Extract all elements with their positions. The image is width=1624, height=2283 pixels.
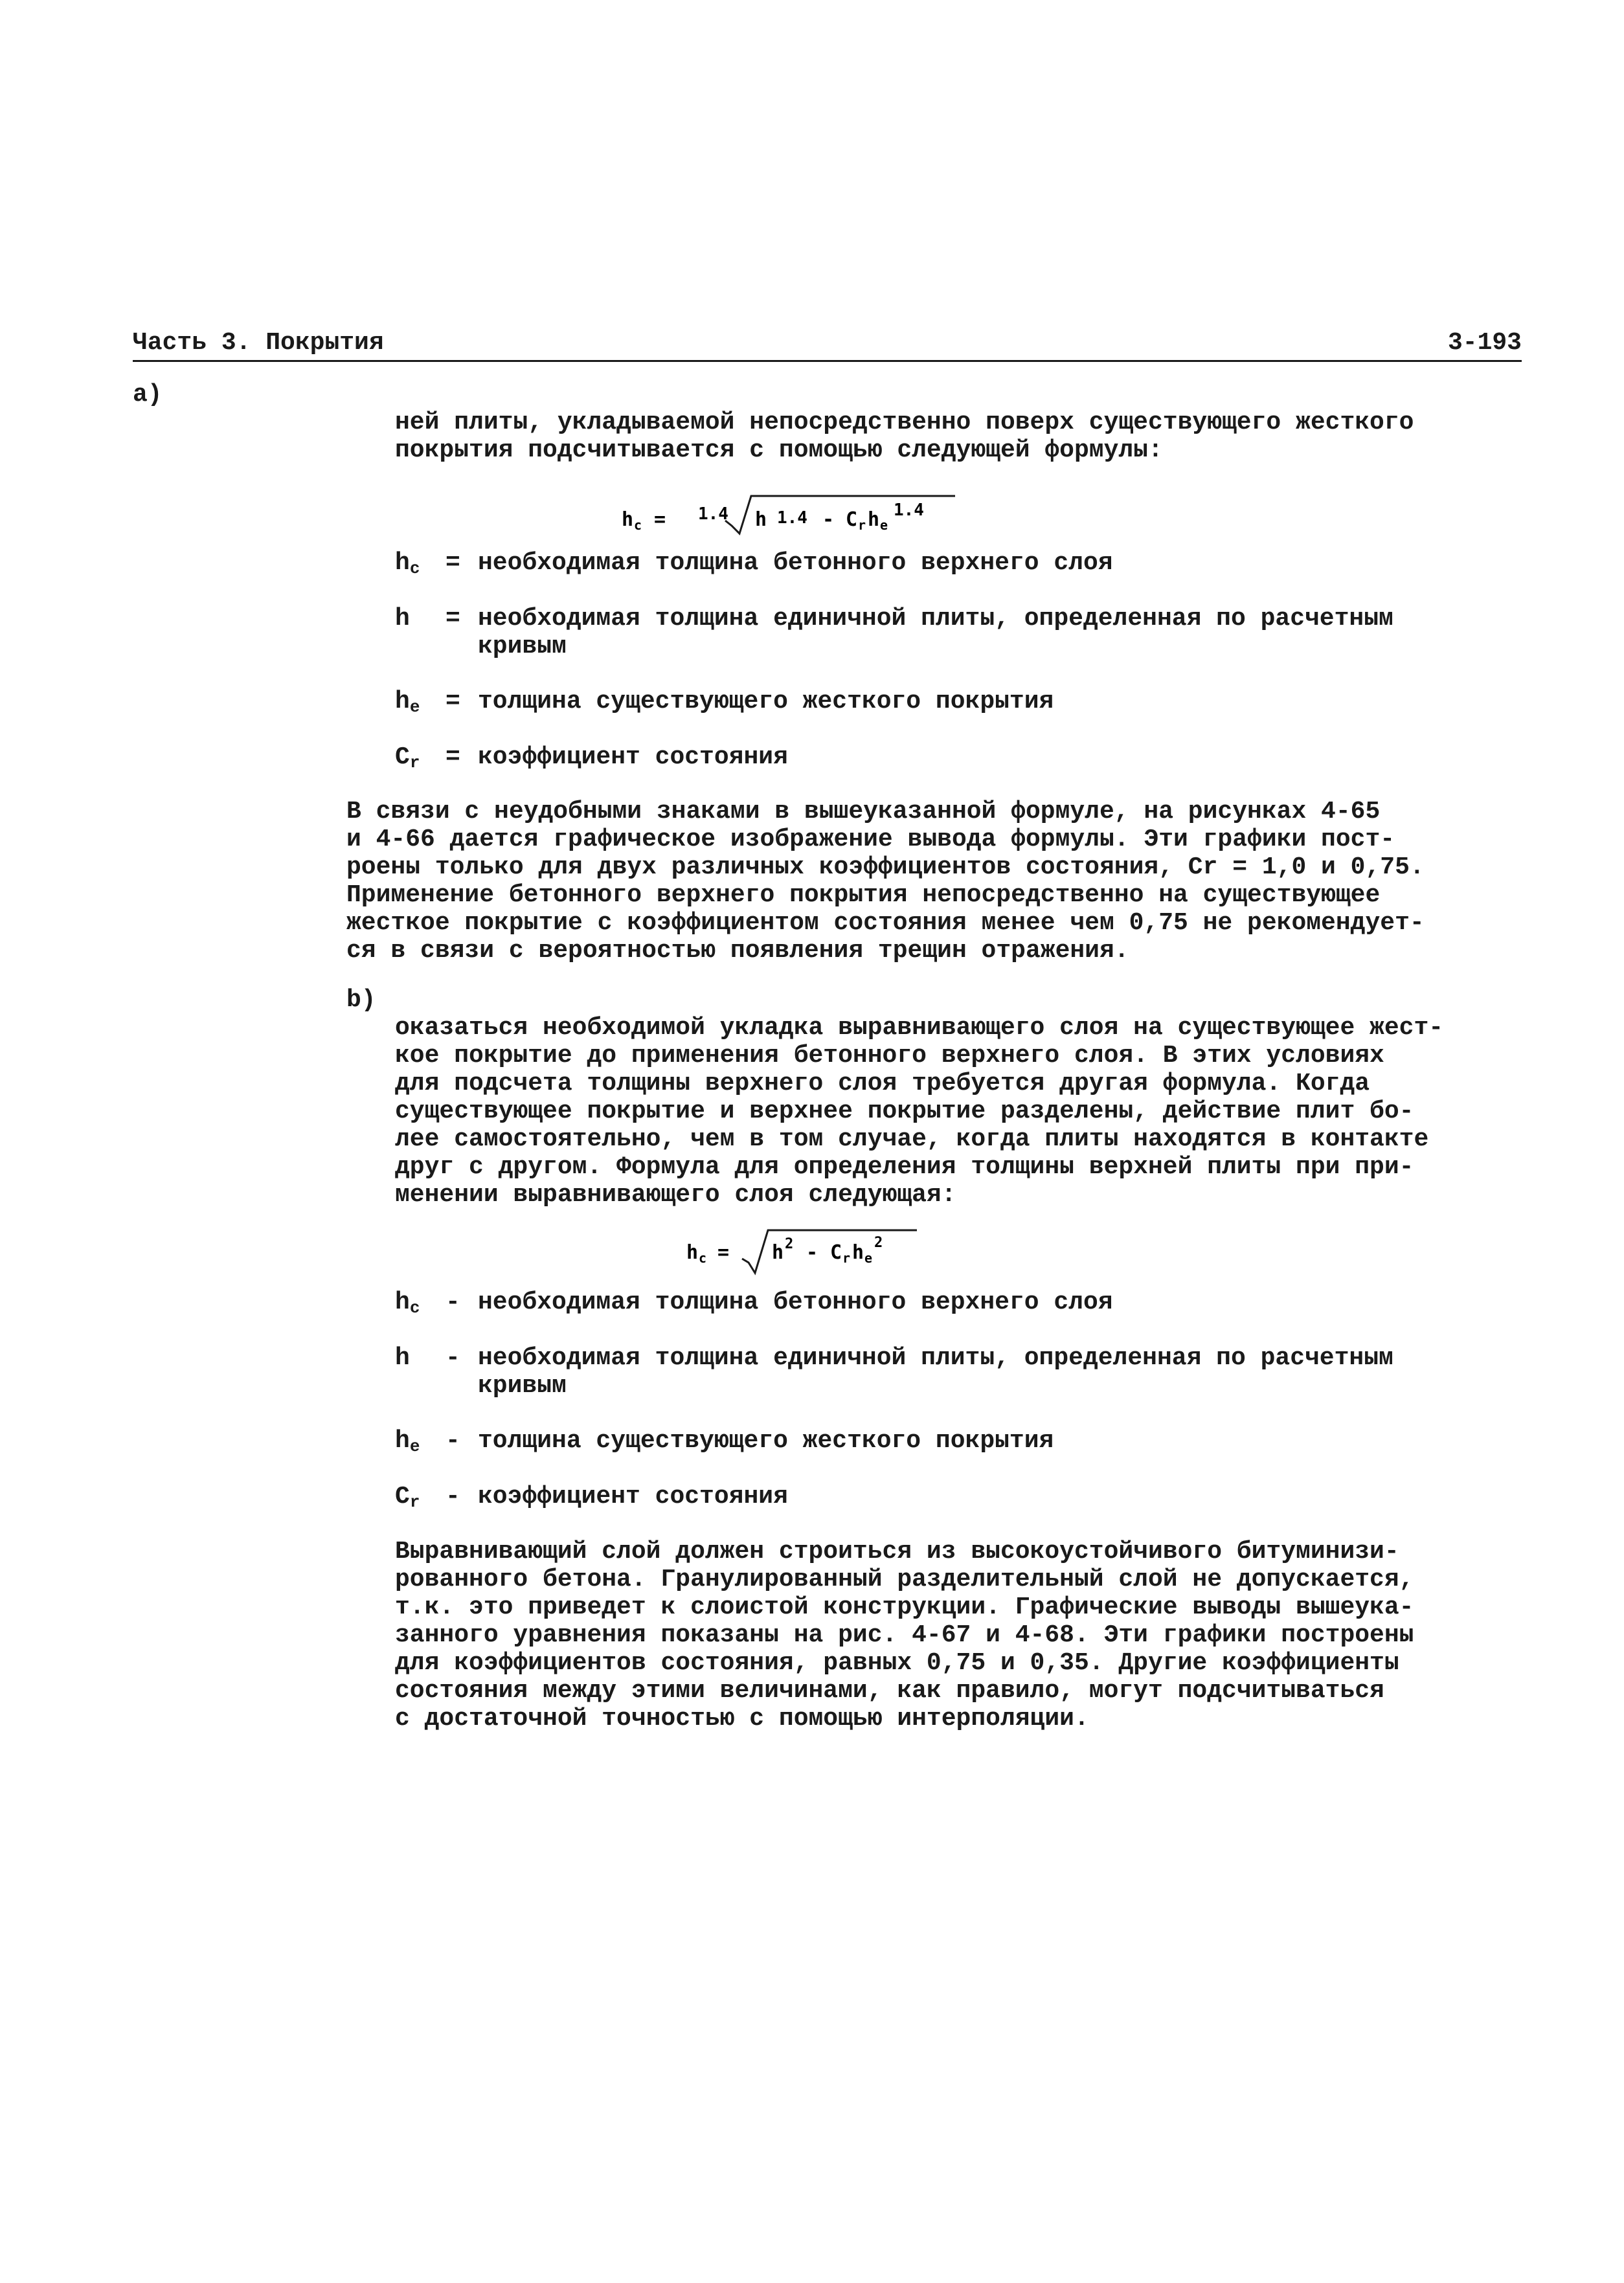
- formula-b-lhs: h: [686, 1241, 699, 1264]
- definition-separator: =: [445, 688, 460, 715]
- definition-symbol: h: [395, 1344, 410, 1372]
- definition-text: толщина существующего жесткого покрытия: [478, 1427, 1054, 1455]
- page-header: [133, 329, 1522, 362]
- formula-a-he: h: [868, 508, 880, 531]
- formula-a: [622, 492, 958, 537]
- definition-separator: -: [445, 1483, 460, 1511]
- section-b-line: лее самостоятельно, чем в том случае, когда плиты находятся в контакте: [395, 1125, 1429, 1153]
- paragraph-2-line: состояния между этими величинами, как правило, могут подсчитываться: [395, 1677, 1384, 1705]
- formula-a-radicand-h: h: [755, 508, 767, 531]
- paragraph-2-line: Выравнивающий слой должен строиться из высокоустойчивого битуминизи-: [395, 1538, 1399, 1566]
- paragraph-1-line: ся в связи с вероятностью появления трещин отражения.: [346, 937, 1129, 965]
- definition-symbol: $h_e$: [395, 688, 420, 717]
- formula-b-radical-sign: [742, 1230, 917, 1273]
- formula-b-eq: =: [717, 1241, 730, 1264]
- formula-a-c-sub: r: [858, 517, 866, 533]
- definition-separator: =: [445, 743, 460, 771]
- formula-a-exp-a: 1.4: [777, 508, 807, 528]
- definition-text: необходимая толщина бетонного верхнего слоя: [478, 549, 1113, 577]
- section-b-line-1: [395, 986, 1561, 1014]
- definition-symbol: $h_c$: [395, 549, 420, 578]
- definition-symbol: $C_r$: [395, 743, 420, 772]
- paragraph-1-line: Применение бетонного верхнего покрытия непосредственно на существующее: [346, 881, 1381, 909]
- definition-text: необходимая толщина бетонного верхнего слоя: [478, 1288, 1113, 1316]
- section-a-line-1: [395, 381, 1528, 409]
- section-b-line: менении выравнивающего слоя следующая:: [395, 1181, 956, 1209]
- section-b-line: оказаться необходимой укладка выравнивающего слоя на существующее жест-: [395, 1014, 1444, 1042]
- definition-symbol: $C_r$: [395, 1483, 420, 1512]
- section-b-line: для подсчета толщины верхнего слоя требуется другая формула. Когда: [395, 1070, 1370, 1097]
- definition-symbol: h: [395, 605, 410, 633]
- formula-a-he-sub: e: [880, 517, 888, 533]
- formula-b-c: C: [830, 1241, 842, 1264]
- paragraph-2-line: рованного бетона. Гранулированный разделительный слой не допускается,: [395, 1566, 1414, 1593]
- formula-a-exp-b: 1.4: [894, 500, 924, 520]
- definition-text: коэффициент состояния: [478, 1483, 788, 1511]
- formula-b-he: h: [852, 1241, 864, 1264]
- definition-symbol: $h_c$: [395, 1288, 420, 1318]
- paragraph-2-line: занного уравнения показаны на рис. 4-67 и 4-68. Эти графики построены: [395, 1621, 1414, 1649]
- section-b-marker: b): [346, 986, 376, 1014]
- formula-b-exp-b: 2: [874, 1235, 883, 1251]
- section-b-line: кое покрытие до применения бетонного верхнего слоя. В этих условиях: [395, 1042, 1384, 1070]
- paragraph-1-line: жесткое покрытие с коэффициентом состояния менее чем 0,75 не рекомендует-: [346, 909, 1425, 937]
- header-section-title: Часть 3. Покрытия: [133, 329, 384, 357]
- formula-b-c-sub: r: [842, 1250, 851, 1266]
- paragraph-2-line: для коэффициентов состояния, равных 0,75 и 0,35. Другие коэффициенты: [395, 1649, 1399, 1677]
- formula-b-lhs-sub: c: [699, 1250, 707, 1266]
- formula-b-exp-a: 2: [785, 1236, 794, 1252]
- definition-text: коэффициент состояния: [478, 743, 788, 771]
- formula-a-lhs: h: [622, 508, 634, 531]
- formula-a-minus: -: [822, 508, 835, 531]
- formula-a-lhs-sub: c: [634, 517, 642, 533]
- section-b-line: существующее покрытие и верхнее покрытие разделены, действие плит бо-: [395, 1097, 1414, 1125]
- paragraph-1-line: и 4-66 дается графическое изображение вывода формулы. Эти графики пост-: [346, 826, 1395, 853]
- header-page-number: 3-193: [1447, 329, 1522, 357]
- formula-b-he-sub: e: [864, 1250, 873, 1266]
- paragraph-1-line: роены только для двух различных коэффициентов состояния, Cr = 1,0 и 0,75.: [346, 853, 1425, 881]
- definition-separator: -: [445, 1288, 460, 1316]
- formula-a-eq: =: [654, 508, 666, 531]
- definition-separator: -: [445, 1344, 460, 1372]
- section-a-marker: а): [133, 381, 163, 409]
- section-b-line: друг с другом. Формула для определения толщины верхней плиты при при-: [395, 1153, 1414, 1181]
- definition-text: толщина существующего жесткого покрытия: [478, 688, 1054, 715]
- paragraph-2-line: с достаточной точностью с помощью интерполяции.: [395, 1705, 1089, 1733]
- definition-text: необходимая толщина единичной плиты, определенная по расчетным кривым: [478, 605, 1393, 660]
- definition-separator: =: [445, 605, 460, 633]
- paragraph-1-line: В связи с неудобными знаками в вышеуказанной формуле, на рисунках 4-65: [346, 798, 1381, 826]
- definition-separator: -: [445, 1427, 460, 1455]
- formula-b-minus: -: [806, 1241, 818, 1264]
- formula-a-c: C: [846, 508, 858, 531]
- paragraph-2-line: т.к. это приведет к слоистой конструкции. Графические выводы вышеука-: [395, 1593, 1414, 1621]
- definition-symbol: $h_e$: [395, 1427, 420, 1456]
- definition-text: необходимая толщина единичной плиты, определенная по расчетным кривым: [478, 1344, 1393, 1400]
- section-a-line-3: покрытия подсчитывается с помощью следующей формулы:: [395, 436, 1163, 464]
- formula-b: [686, 1225, 919, 1277]
- formula-b-radicand-h: h: [772, 1241, 784, 1264]
- definition-separator: =: [445, 549, 460, 577]
- section-a-line-2: ней плиты, укладываемой непосредственно поверх существующего жесткого: [395, 409, 1414, 436]
- formula-a-root-index: 1.4: [698, 504, 728, 524]
